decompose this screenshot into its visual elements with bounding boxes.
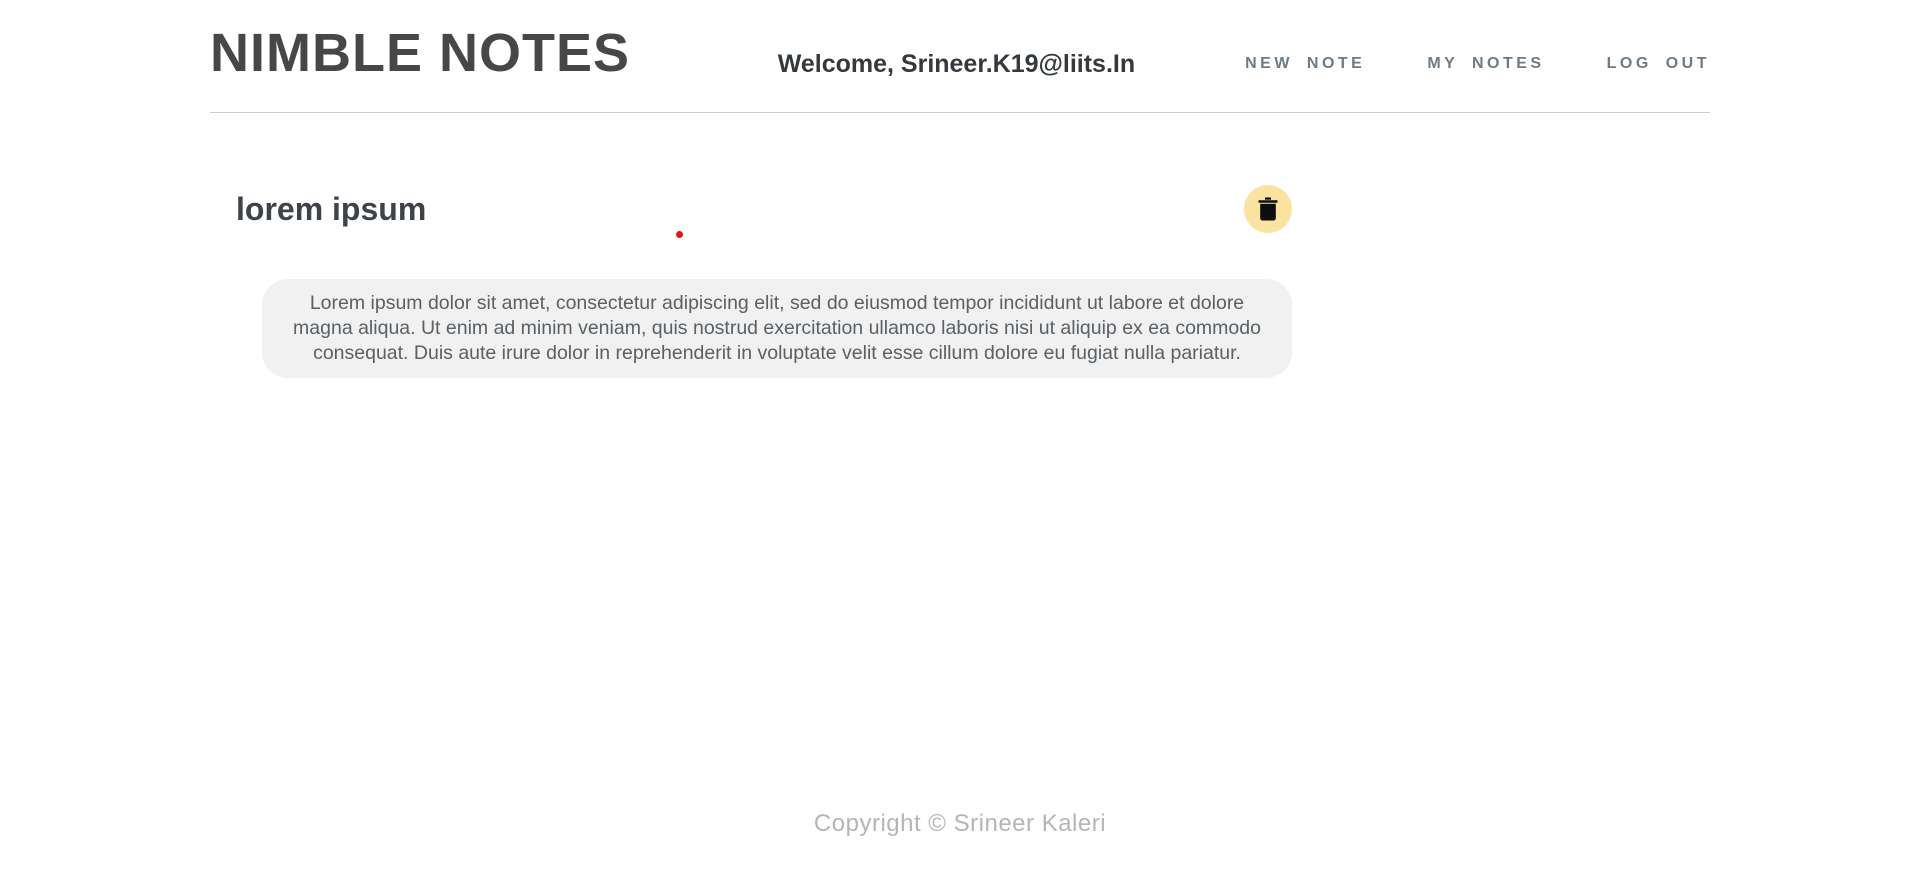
header-right	[778, 50, 1710, 79]
nav-link-new-note[interactable]: NEW NOTE	[1245, 55, 1366, 72]
nav-link-my-notes[interactable]: MY NOTES	[1427, 55, 1545, 72]
welcome-text: Welcome, Srineer.K19@liits.In	[777, 49, 1136, 78]
copyright-text: Copyright © Srineer Kaleri	[813, 810, 1107, 837]
footer	[210, 810, 1710, 838]
red-dot-marker	[676, 231, 683, 238]
note-title: lorem ipsum	[236, 190, 427, 227]
main-nav	[1183, 55, 1710, 73]
brand-logo: NIMBLE NOTES	[210, 23, 631, 83]
note-header-row	[210, 185, 1292, 233]
header	[210, 0, 1710, 113]
note-body-box	[262, 279, 1292, 378]
main-content	[210, 185, 1710, 838]
nav-link-log-out[interactable]: LOG OUT	[1606, 55, 1710, 72]
note-body-text: Lorem ipsum dolor sit amet, consectetur adipiscing elit, sed do eiusmod tempor incididunt ut labore et dolore magna aliqua. Ut enim ad minim veniam, quis nostrud exercitation ullamco laboris nisi ut aliquip ex ea commodo consequat. Duis aute irure dolor in reprehenderit in voluptate velit esse cillum dolore eu fugiat nulla pariatur.	[293, 292, 1261, 364]
note-card	[210, 185, 1710, 378]
delete-note-button[interactable]	[1244, 185, 1292, 233]
trash-icon	[1257, 197, 1279, 221]
header-inner	[210, 0, 1710, 113]
